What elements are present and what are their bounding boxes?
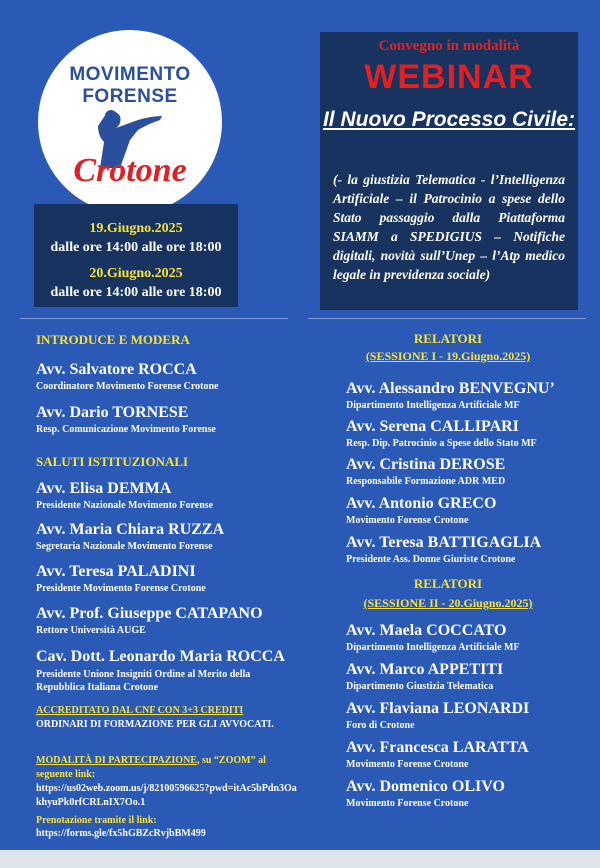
participation-note	[36, 754, 298, 781]
greeter-role: Rettore Università AUGE	[36, 625, 146, 636]
greeter-role: Presidente Movimento Forense Crotone	[36, 583, 206, 594]
moderator-role: Coordinatore Movimento Forense Crotone	[36, 381, 219, 392]
movimento-forense-logo	[38, 30, 222, 214]
accreditation-rest: ORDINARI DI FORMAZIONE PER GLI AVVOCATI.	[36, 718, 274, 730]
logo-city: Crotone	[73, 152, 187, 189]
speaker-name: Avv. Francesca LARATTA	[346, 739, 529, 756]
speaker-role: Presidente Ass. Donne Giuriste Crotone	[346, 554, 516, 565]
speaker-role: Dipartimento Intelligenza Artificiale MF	[346, 400, 520, 411]
greeter-name: Avv. Maria Chiara RUZZA	[36, 521, 225, 538]
speaker-name: Avv. Serena CALLIPARI	[346, 418, 519, 435]
event-title: Il Nuovo Processo Civile:	[322, 108, 576, 131]
speaker-role: Foro di Crotone	[346, 720, 415, 731]
greeter-name: Avv. Teresa PALADINI	[36, 563, 196, 580]
time-2: dalle ore 14:00 alle ore 18:00	[50, 285, 222, 300]
speaker-name: Avv. Marco APPETITI	[346, 661, 504, 678]
accreditation-highlight: ACCREDITATO DAL CNF CON 3+3 CREDITI	[36, 705, 244, 716]
divider	[20, 318, 288, 319]
divider	[308, 318, 586, 319]
webinar-mode: Convegno in modalità	[378, 38, 520, 54]
page-bottom-strip	[0, 850, 600, 868]
greeter-role: Segretaria Nazionale Movimento Forense	[36, 541, 213, 552]
participation-label: MODALITÀ DI PARTECIPAZIONE	[36, 755, 197, 766]
speaker-role: Resp. Dip. Patrocinio a Spese dello Stato MF	[346, 438, 537, 449]
greeter-name: Cav. Dott. Leonardo Maria ROCCA	[36, 648, 285, 665]
date-1: 19.Giugno.2025	[89, 221, 183, 236]
zoom-link[interactable]: https://us02web.zoom.us/j/82100596625?pwd=itAc5bPdn3OakhyuPk0rfCRLnIX7Oo.1	[36, 783, 297, 808]
speaker-role: Movimento Forense Crotone	[346, 515, 469, 526]
session-1-label: (SESSIONE I - 19.Giugno.2025)	[365, 349, 531, 363]
accreditation-note	[36, 704, 296, 731]
greeter-name: Avv. Prof. Giuseppe CATAPANO	[36, 605, 263, 622]
saluti-heading: SALUTI ISTITUZIONALI	[36, 454, 189, 469]
webinar-box	[320, 32, 578, 310]
speaker-name: Avv. Alessandro BENVEGNU’	[346, 380, 555, 397]
moderator-name: Avv. Salvatore ROCCA	[36, 361, 197, 378]
time-1: dalle ore 14:00 alle ore 18:00	[50, 240, 222, 255]
speaker-name: Avv. Teresa BATTIGAGLIA	[346, 534, 542, 551]
speaker-name: Avv. Antonio GRECO	[346, 495, 497, 512]
logo-line-1: MOVIMENTO	[69, 64, 191, 85]
introduce-heading: INTRODUCE E MODERA	[36, 332, 190, 347]
speaker-name: Avv. Domenico OLIVO	[346, 778, 505, 795]
relatori-heading-2: RELATORI	[413, 576, 483, 591]
webinar-label: WEBINAR	[364, 58, 534, 96]
booking-label: Prenotazione tramite il link:	[36, 815, 157, 826]
greeter-role: Presidente Unione Insigniti Ordine al Merito della Repubblica Italiana Crotone	[36, 669, 251, 693]
relatori-heading-1: RELATORI	[413, 331, 483, 346]
participation-rest: , su “ZOOM” al seguente link:	[36, 755, 266, 780]
session-2-label: (SESSIONE II - 20.Giugno.2025)	[363, 596, 533, 610]
speaker-role: Responsabile Formazione ADR MED	[346, 476, 506, 487]
booking-link[interactable]: https://forms.gle/fx5hGBZcRvjbBM499	[36, 828, 206, 839]
greeter-role: Presidente Nazionale Movimento Forense	[36, 500, 214, 511]
speaker-name: Avv. Maela COCCATO	[346, 622, 507, 639]
moderator-role: Resp. Comunicazione Movimento Forense	[36, 424, 216, 435]
speaker-role: Dipartimento Giustizia Telematica	[346, 681, 494, 692]
speaker-role: Movimento Forense Crotone	[346, 798, 469, 809]
speaker-name: Avv. Cristina DEROSE	[346, 456, 506, 473]
dates-box	[34, 204, 238, 307]
moderator-name: Avv. Dario TORNESE	[36, 404, 189, 421]
date-2: 20.Giugno.2025	[89, 266, 183, 281]
logo-line-2: FORENSE	[82, 86, 178, 107]
speaker-name: Avv. Flaviana LEONARDI	[346, 700, 530, 717]
speaker-role: Movimento Forense Crotone	[346, 759, 469, 770]
event-description: (- la giustizia Telematica - l’Intelligenza Artificiale – il Patrocinio a spese dello Stato passaggio dalla Piattaforma SIAMM a SPEDIGIUS – Notifiche digitali, novità sull’Unep – l’Atp medico legale in previdenza sociale)	[333, 172, 565, 282]
greeter-name: Avv. Elisa DEMMA	[36, 480, 172, 497]
speaker-role: Dipartimento Intelligenza Artificiale MF	[346, 642, 520, 653]
